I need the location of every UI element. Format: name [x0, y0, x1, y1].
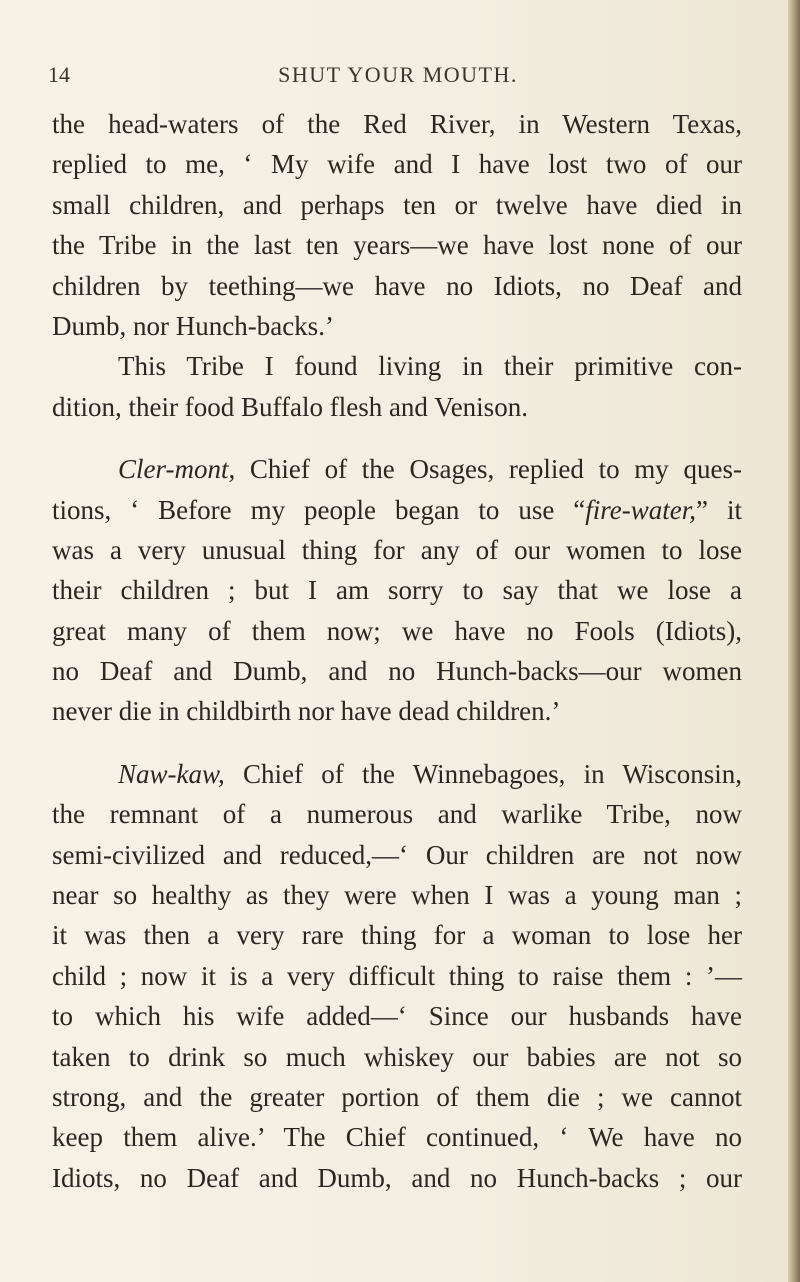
body-text	[52, 104, 742, 1198]
text-line: the head-waters of the Red River, in Western Texas,	[52, 109, 742, 139]
text-line: the Tribe in the last ten years—we have lost none of our	[52, 230, 742, 261]
text-line: near so healthy as they were when I was a young man ;	[52, 880, 742, 911]
chief-name: Cler-mont,	[118, 454, 236, 485]
italic-phrase: fire-water,	[585, 494, 697, 525]
text-line: replied to me, ‘ My wife and I have lost two of our	[52, 149, 742, 180]
text-line: taken to drink so much whiskey our babies are not so	[52, 1041, 742, 1072]
text-line: This Tribe I found living in their primitive con-	[118, 351, 742, 382]
running-title: SHUT YOUR MOUTH.	[278, 62, 518, 87]
text-line: great many of them now; we have no Fools (Idiots),	[52, 615, 742, 646]
book-spine-edge	[788, 0, 800, 1282]
text-line: Idiots, no Deaf and Dumb, and no Hunch-backs ; our	[52, 1162, 742, 1193]
text-line: the remnant of a numerous and warlike Tribe, now	[52, 799, 742, 830]
page-number: 14	[48, 62, 70, 87]
text-line: it was then a very rare thing for a woman to lose her	[52, 920, 742, 951]
text-line	[52, 754, 742, 794]
text-line: Dumb, nor Hunch-backs.’	[52, 310, 334, 341]
running-head	[48, 58, 748, 98]
text-line: semi-civilized and reduced,—‘ Our children are not now	[52, 839, 742, 870]
paragraph-gap	[52, 427, 742, 449]
text-fragment: Chief of the Winnebagoes, in Wisconsin,	[224, 758, 742, 789]
text-line: was a very unusual thing for any of our women to lose	[52, 534, 742, 565]
text-line: never die in childbirth nor have dead children.’	[52, 696, 561, 727]
text-line	[52, 490, 742, 530]
text-line: keep them alive.’ The Chief continued, ‘ We have no	[52, 1122, 742, 1153]
chief-name: Naw-kaw,	[118, 758, 225, 789]
text-line: their children ; but I am sorry to say that we lose a	[52, 575, 742, 606]
text-fragment: ” it	[696, 494, 742, 525]
text-line: strong, and the greater portion of them die ; we cannot	[52, 1081, 742, 1112]
text-line: small children, and perhaps ten or twelve have died in	[52, 189, 742, 220]
text-line: no Deaf and Dumb, and no Hunch-backs—our women	[52, 656, 742, 687]
text-line: dition, their food Buffalo flesh and Venison.	[52, 391, 528, 422]
text-line	[52, 449, 742, 489]
text-line: child ; now it is a very difficult thing to raise them : ’—	[52, 960, 742, 991]
text-fragment: Chief of the Osages, replied to my ques-	[235, 454, 742, 485]
paragraph-gap	[52, 732, 742, 754]
text-line: to which his wife added—‘ Since our husbands have	[52, 1001, 742, 1032]
text-fragment: tions, ‘ Before my people began to use “	[52, 494, 586, 525]
text-line: children by teething—we have no Idiots, no Deaf and	[52, 270, 742, 301]
